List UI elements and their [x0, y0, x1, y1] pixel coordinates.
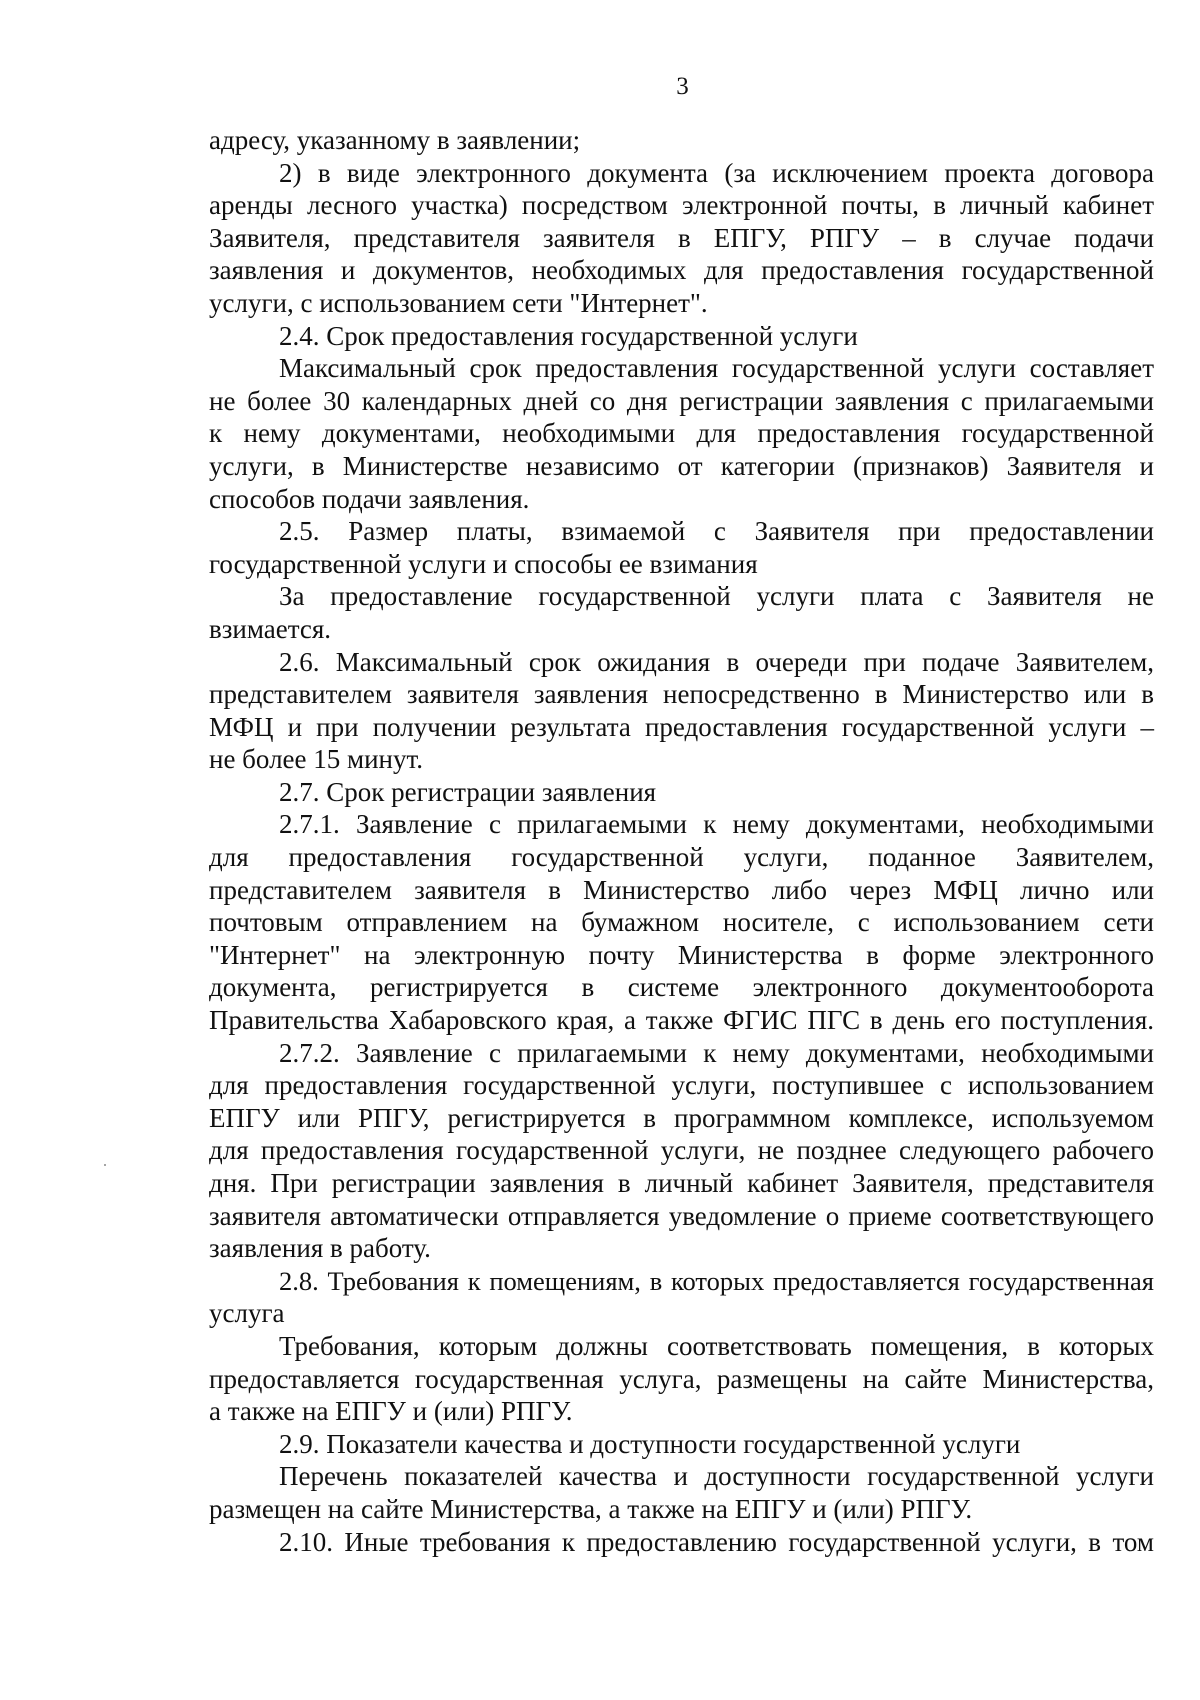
text-line: представителем заявителя заявления непосредственно в Министерство или в	[209, 679, 1154, 710]
text-line: ЕПГУ или РПГУ, регистрируется в программном комплексе, используемом	[209, 1102, 1154, 1133]
text-line: не более 30 календарных дней со дня регистрации заявления с прилагаемыми	[209, 385, 1154, 416]
text-line: заявителя автоматически отправляется уведомление о приеме соответствующего	[209, 1200, 1154, 1231]
text-line: МФЦ и при получении результата предоставления государственной услуги –	[209, 711, 1154, 742]
text-line: документа, регистрируется в системе электронного документооборота	[209, 972, 1154, 1003]
text-line: 2.10. Иные требования к предоставлению государственной услуги, в том	[279, 1526, 1154, 1557]
text-line: 2.8. Требования к помещениям, в которых предоставляется государственная	[279, 1265, 1154, 1296]
text-line: предоставляется государственная услуга, размещены на сайте Министерства,	[209, 1363, 1154, 1394]
text-line: Правительства Хабаровского края, а также ФГИС ПГС в день его поступления.	[209, 1005, 1154, 1036]
text-line: 2.9. Показатели качества и доступности государственной услуги	[279, 1428, 1021, 1459]
text-line: государственной услуги и способы ее взимания	[209, 548, 758, 579]
text-line: адресу, указанному в заявлении;	[209, 125, 581, 155]
scan-speck	[104, 1164, 106, 1166]
text-line: 2.7.2. Заявление с прилагаемыми к нему документами, необходимыми	[279, 1037, 1154, 1068]
text-line: способов подачи заявления.	[209, 483, 530, 514]
text-line: 2.5. Размер платы, взимаемой с Заявителя при предоставлении	[279, 516, 1154, 547]
text-line: взимается.	[209, 613, 332, 644]
page-number: 3	[676, 73, 689, 100]
text-line: для предоставления государственной услуги, поданное Заявителем,	[209, 842, 1154, 873]
text-line: услуги, в Министерстве независимо от категории (признаков) Заявителя и	[209, 450, 1154, 481]
text-line: услуга	[209, 1298, 285, 1329]
text-line: 2.6. Максимальный срок ожидания в очереди при подаче Заявителем,	[279, 646, 1154, 677]
text-line: почтовым отправлением на бумажном носителе, с использованием сети	[209, 907, 1154, 938]
text-line: Перечень показателей качества и доступности государственной услуги	[279, 1461, 1154, 1492]
text-line: размещен на сайте Министерства, а также на ЕПГУ и (или) РПГУ.	[209, 1493, 973, 1524]
text-line: Заявителя, представителя заявителя в ЕПГУ, РПГУ – в случае подачи	[209, 222, 1154, 253]
text-line: а также на ЕПГУ и (или) РПГУ.	[209, 1396, 573, 1427]
text-line: 2) в виде электронного документа (за исключением проекта договора	[279, 157, 1154, 188]
text-line: заявления и документов, необходимых для предоставления государственной	[209, 255, 1154, 286]
text-line: 2.7. Срок регистрации заявления	[279, 776, 657, 807]
document-body	[209, 124, 1154, 1558]
text-line: для предоставления государственной услуги, поступившее с использованием	[209, 1070, 1154, 1101]
text-line: 2.7.1. Заявление с прилагаемыми к нему документами, необходимыми	[279, 809, 1154, 840]
text-line: не более 15 минут.	[209, 744, 424, 775]
text-line: Требования, которым должны соответствовать помещения, в которых	[279, 1330, 1154, 1361]
text-line: услуги, с использованием сети "Интернет".	[209, 287, 708, 318]
text-line: аренды лесного участка) посредством электронной почты, в личный кабинет	[209, 190, 1154, 221]
text-line: За предоставление государственной услуги плата с Заявителя не	[279, 581, 1154, 612]
text-line: "Интернет" на электронную почту Министерства в форме электронного	[209, 939, 1154, 970]
text-line: дня. При регистрации заявления в личный кабинет Заявителя, представителя	[209, 1168, 1154, 1198]
text-line: к нему документами, необходимыми для предоставления государственной	[209, 418, 1154, 449]
text-line: 2.4. Срок предоставления государственной услуги	[279, 320, 858, 351]
text-line: Максимальный срок предоставления государственной услуги составляет	[279, 353, 1154, 384]
text-line: для предоставления государственной услуги, не позднее следующего рабочего	[209, 1135, 1154, 1166]
text-line: представителем заявителя в Министерство либо через МФЦ лично или	[209, 874, 1154, 905]
text-line: заявления в работу.	[209, 1233, 431, 1264]
